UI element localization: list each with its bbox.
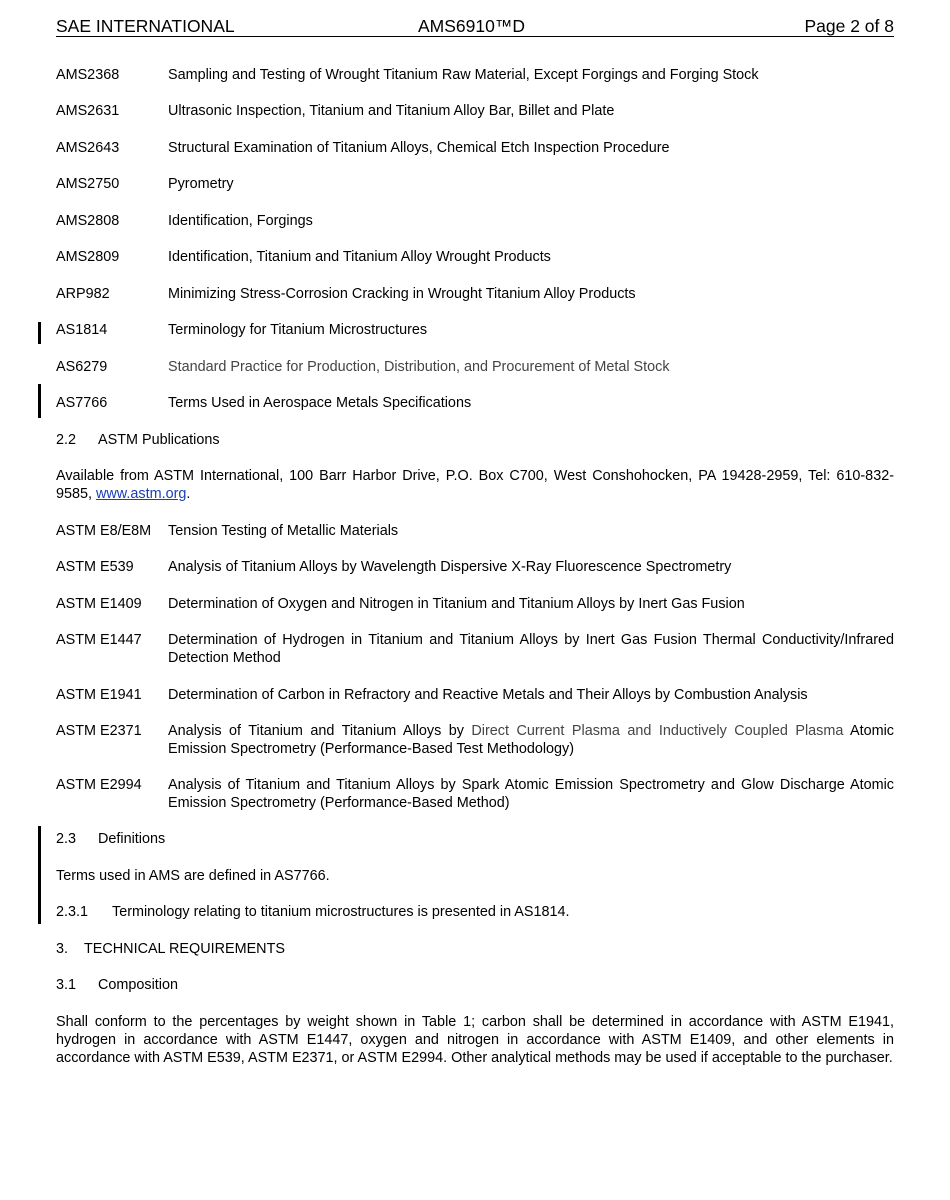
section-title: Composition: [98, 977, 178, 993]
section-heading-technical-requirements: [56, 940, 285, 958]
reference-code: ASTM E8/E8M: [56, 523, 152, 539]
reference-row: [56, 285, 894, 303]
reference-code: AMS2631: [56, 103, 120, 119]
reference-code: ASTM E1447: [56, 632, 142, 648]
reference-code: AMS2808: [56, 213, 120, 229]
reference-title: Analysis of Titanium Alloys by Wavelength Dispersive X-Ray Fluorescence Spectrometry: [168, 559, 732, 575]
section-number: 2.3: [56, 831, 77, 847]
reference-row: [56, 522, 894, 540]
section-title: Definitions: [98, 831, 166, 847]
section-title: TECHNICAL REQUIREMENTS: [84, 941, 285, 957]
reference-title: Structural Examination of Titanium Alloys, Chemical Etch Inspection Procedure: [168, 140, 670, 156]
header-page-number: Page 2 of 8: [804, 16, 894, 36]
reference-code: AMS2809: [56, 249, 120, 265]
change-bar: [38, 826, 41, 924]
reference-row: [56, 722, 894, 758]
section-heading-definitions: [56, 830, 165, 848]
reference-title: Determination of Oxygen and Nitrogen in Titanium and Titanium Alloys by Inert Gas Fusion: [168, 596, 745, 612]
section-title: ASTM Publications: [98, 432, 220, 448]
reference-row: [56, 321, 894, 339]
reference-title: Identification, Forgings: [168, 213, 313, 229]
reference-code: ASTM E539: [56, 559, 134, 575]
reference-title: Terminology for Titanium Microstructures: [168, 322, 428, 338]
reference-row: [56, 595, 894, 613]
section-number: 3.1: [56, 977, 77, 993]
reference-title: Sampling and Testing of Wrought Titanium Raw Material, Except Forgings and Forging Stock: [168, 67, 759, 83]
reference-row: [56, 139, 894, 157]
reference-code: AMS2643: [56, 140, 120, 156]
reference-title: Determination of Carbon in Refractory and Reactive Metals and Their Alloys by Combustion Analysis: [168, 687, 808, 703]
composition-paragraph: Shall conform to the percentages by weight shown in Table 1; carbon shall be determined in accordance with ASTM E1941, hydrogen in accordance with ASTM E1447, oxygen and nitrogen in accordance with ASTM E1409, and other elements in accordance with ASTM E539, ASTM E2371, or ASTM E2994. Other analytical methods may be used if acceptable to the purchaser.: [56, 1014, 894, 1066]
reference-row: [56, 686, 894, 704]
reference-code: ARP982: [56, 286, 110, 302]
section-heading-astm: [56, 431, 220, 449]
reference-code: AS7766: [56, 395, 108, 411]
astm-availability-paragraph: Available from ASTM International, 100 Barr Harbor Drive, P.O. Box C700, West Conshohocken, PA 19428-2959, Tel: 610-832-9585, www.astm.org.: [56, 468, 894, 502]
reference-row: [56, 212, 894, 230]
section-number: 3.: [56, 941, 69, 957]
reference-title: Minimizing Stress-Corrosion Cracking in Wrought Titanium Alloy Products: [168, 286, 636, 302]
reference-row: [56, 631, 894, 667]
reference-row: [56, 248, 894, 266]
reference-code: ASTM E1941: [56, 687, 142, 703]
reference-title: Analysis of Titanium and Titanium Alloys by Spark Atomic Emission Spectrometry and Glow Discharge Atomic Emission Spectrometry (Performance-Based Method): [168, 777, 894, 811]
change-bar: [38, 322, 41, 344]
reference-title: Pyrometry: [168, 176, 234, 192]
reference-code: AS6279: [56, 359, 108, 375]
reference-row: [56, 66, 894, 84]
reference-code: ASTM E2371: [56, 723, 142, 739]
reference-row: [56, 358, 894, 376]
reference-title: Ultrasonic Inspection, Titanium and Titanium Alloy Bar, Billet and Plate: [168, 103, 615, 119]
definitions-paragraph: Terms used in AMS are defined in AS7766.: [56, 868, 330, 884]
section-heading-composition: [56, 976, 178, 994]
reference-title: Identification, Titanium and Titanium Alloy Wrought Products: [168, 249, 551, 265]
reference-row: [56, 102, 894, 120]
reference-row: [56, 776, 894, 812]
reference-code: ASTM E1409: [56, 596, 142, 612]
reference-code: AMS2750: [56, 176, 120, 192]
section-number: 2.3.1: [56, 904, 89, 920]
page-header: [56, 16, 894, 37]
reference-code: AS1814: [56, 322, 108, 338]
subsection-text: Terminology relating to titanium microstructures is presented in AS1814.: [112, 904, 570, 920]
reference-row: [56, 394, 894, 412]
reference-title: Tension Testing of Metallic Materials: [168, 523, 399, 539]
header-document-number: AMS6910™D: [418, 16, 525, 36]
subsection-2-3-1: [56, 903, 570, 921]
section-number: 2.2: [56, 432, 77, 448]
reference-title: Determination of Hydrogen in Titanium and Titanium Alloys by Inert Gas Fusion Thermal Conductivity/Infrared Detection Method: [168, 632, 894, 666]
reference-title: Analysis of Titanium and Titanium Alloys by Direct Current Plasma and Inductively Coupled Plasma Atomic Emission Spectrometry (Performance-Based Test Methodology): [168, 723, 894, 757]
reference-row: [56, 175, 894, 193]
change-bar: [38, 384, 41, 418]
reference-row: [56, 558, 894, 576]
reference-code: ASTM E2994: [56, 777, 142, 793]
reference-title: Standard Practice for Production, Distribution, and Procurement of Metal Stock: [168, 359, 670, 375]
reference-title: Terms Used in Aerospace Metals Specifications: [168, 395, 472, 411]
header-organization: SAE INTERNATIONAL: [56, 16, 235, 36]
reference-code: AMS2368: [56, 67, 120, 83]
astm-website-link[interactable]: www.astm.org: [96, 486, 187, 502]
